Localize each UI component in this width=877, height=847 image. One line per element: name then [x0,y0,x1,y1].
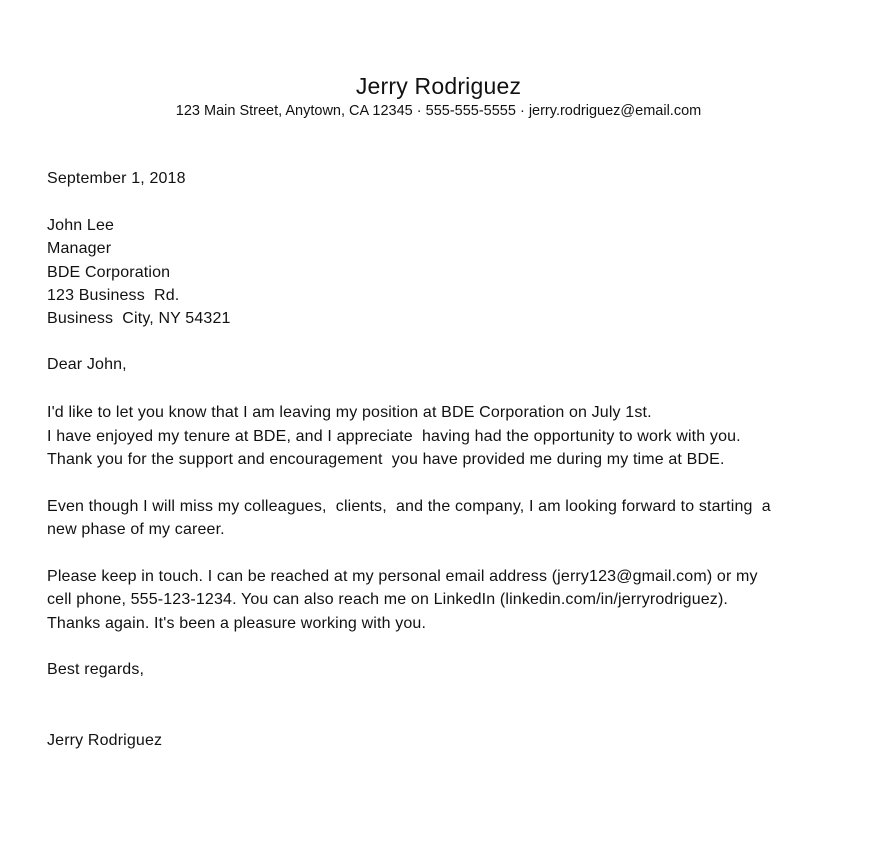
body-line: Even though I will miss my colleagues, clients, and the company, I am looking forward to starting a [47,498,771,515]
closing: Best regards, [47,661,145,678]
recipient-name: John Lee [47,217,115,234]
letter-date: September 1, 2018 [47,170,186,187]
recipient-title: Manager [47,240,112,257]
letterhead-name: Jerry Rodriguez [355,73,522,99]
signature: Jerry Rodriguez [47,732,163,749]
body-line: Thank you for the support and encouragement you have provided me during my time at BDE. [47,451,725,468]
recipient-street: 123 Business Rd. [47,287,180,304]
recipient-company: BDE Corporation [47,264,171,281]
letterhead-contact: 123 Main Street, Anytown, CA 12345 · 555-555-5555 · jerry.rodriguez@email.com [175,103,702,119]
body-line: new phase of my career. [47,521,225,538]
body-line: I'd like to let you know that I am leaving my position at BDE Corporation on July 1st. [47,404,652,421]
salutation: Dear John, [47,356,127,373]
body-line: Please keep in touch. I can be reached at my personal email address (jerry123@gmail.com) or my [47,568,758,585]
body-line: cell phone, 555-123-1234. You can also reach me on LinkedIn (linkedin.com/in/jerryrodriguez). [47,591,729,608]
body-line: Thanks again. It's been a pleasure working with you. [47,615,427,632]
body-line: I have enjoyed my tenure at BDE, and I appreciate having had the opportunity to work with you. [47,428,741,445]
recipient-city: Business City, NY 54321 [47,310,231,327]
